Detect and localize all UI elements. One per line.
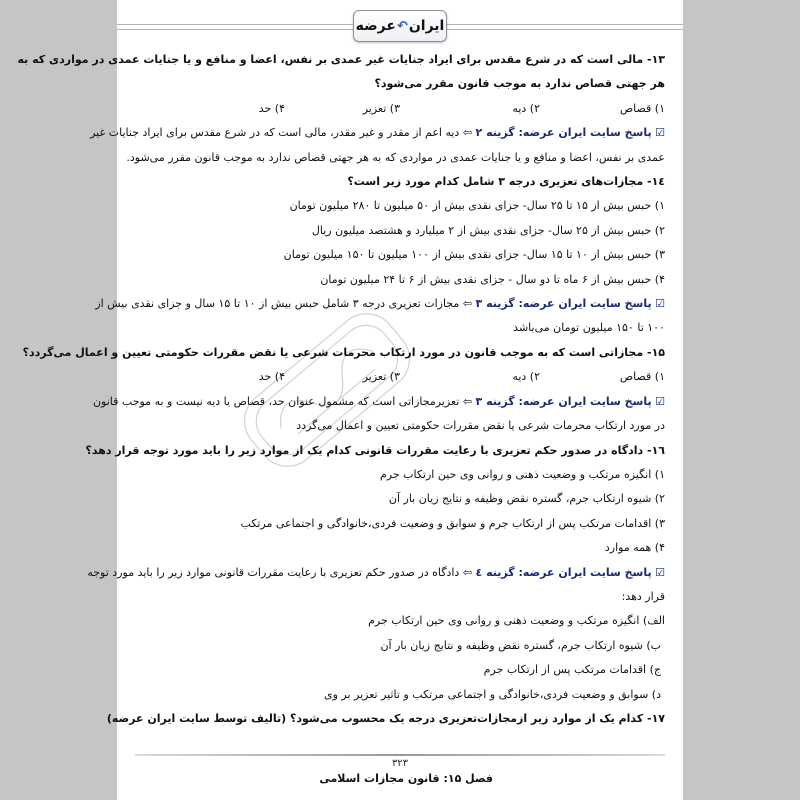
logo-arrow-icon: ↶: [396, 18, 408, 34]
answer-item-dal: د) سوابق و وضعیت فردی،خانوادگی و اجتماعی مرتکب و تاثیر تعزیر بر وی: [324, 687, 661, 701]
question-13: [17, 48, 665, 170]
options-row: [135, 97, 665, 121]
arrow-icon: ⇦: [462, 394, 473, 408]
question-15: [22, 341, 665, 439]
answer-label: پاسخ سایت ایران عرضه: گزینه ۲: [475, 126, 652, 140]
answer-item-be: ب) شیوه ارتکاب جرم، گستره نقض وظیفه و نتایج زیان بار آن: [380, 638, 661, 652]
option-2: ۲) شیوه ارتکاب جرم، گستره نقض وظیفه و نتایج زیان بار آن: [388, 492, 665, 506]
option-4: ۴) حبس بیش از ۶ ماه تا دو سال - جزای نقدی بیش از ۶ تا ۲۴ میلیون تومان: [320, 272, 665, 286]
answer-item-alef: الف) انگیزه مرتکب و وضعیت ذهنی و روانی وی حین ارتکاب جرم: [368, 614, 665, 628]
answer-text: قرار دهد:: [621, 589, 665, 603]
option-3: ۳) تعزیر: [362, 370, 400, 384]
answer-text: مجازات تعزیری درجه ۳ شامل حبس بیش از ۱۰ تا ۱۵ سال و جزای نقدی بیش از: [95, 297, 460, 311]
document-page: [17, 0, 683, 800]
answer-label: پاسخ سایت ایران عرضه: گزینه ٤: [475, 565, 652, 579]
answer-text: دادگاه در صدور حکم تعزیری با رعایت مقررات قانونی موارد زیر را باید مورد توجه: [87, 565, 460, 579]
question-16: [85, 439, 665, 707]
checkbox-icon: ☑: [655, 297, 665, 311]
checkbox-icon: ☑: [655, 126, 665, 140]
question-17: [106, 707, 665, 731]
checkbox-icon: ☑: [655, 394, 665, 408]
option-3: ۳) تعزیر: [362, 101, 400, 115]
page-number: ۳۲۳: [391, 758, 409, 769]
option-4: ۴) حد: [258, 370, 285, 384]
option-3: ۳) حبس بیش از ۱۰ تا ۱۵ سال- جزای نقدی بیش از ۱۰۰ میلیون تا ۱۵۰ میلیون تومان: [283, 248, 665, 262]
answer-text: ۱۰۰ تا ۱۵۰ میلیون تومان می‌باشد: [513, 321, 665, 335]
logo-text-iran: ایران: [408, 18, 445, 34]
question-text: هر جهتی قصاص ندارد به موجب قانون مقرر می‌شود؟: [374, 77, 665, 91]
question-text: ۱٤- مجازات‌های تعزیری درجه ۳ شامل کدام مورد زیر است؟: [347, 175, 665, 189]
page-content: [17, 48, 665, 731]
answer-text: تعزیرمجازاتی است که مشمول عنوان حد، قصاص یا دیه نیست و به موجب قانون: [92, 394, 460, 408]
answer-label: پاسخ سایت ایران عرضه: گزینه ۳: [475, 394, 652, 408]
option-2: ۲) دیه: [512, 370, 540, 384]
answer-line: [87, 561, 665, 585]
option-1: ۱) قصاص: [619, 101, 665, 115]
option-1: ۱) انگیزه مرتکب و وضعیت ذهنی و روانی وی حین ارتکاب جرم: [379, 467, 665, 481]
answer-text: دیه اعم از مقدر و غیر مقدر، مالی است که در شرع مقدس برای ایراد جنایات غیر: [90, 126, 460, 140]
question-text: ۱۵- مجازاتی است که به موجب قانون در مورد ارتکاب محرمات شرعی یا نقض مقررات حکومتی تعیین و اعمال می‌گردد؟: [22, 345, 665, 359]
site-logo: [353, 10, 447, 42]
options-row: [135, 365, 665, 389]
question-14: [95, 170, 665, 341]
logo-text-arze: عرضه: [355, 18, 396, 34]
option-4: ۴) همه موارد: [604, 541, 665, 555]
footer-rule: [135, 754, 665, 756]
chapter-title: فصل ۱۵: قانون مجازات اسلامی: [319, 772, 493, 785]
answer-line: [92, 390, 665, 414]
question-text: ۱۷- کدام یک از موارد زیر ازمجازات‌تعزیری درجه یک محسوب می‌شود؟ (تالیف توسط سایت ایران عرضه): [106, 711, 665, 725]
arrow-icon: ⇦: [462, 565, 473, 579]
answer-label: پاسخ سایت ایران عرضه: گزینه ۳: [475, 297, 652, 311]
answer-item-jim: ج) اقدامات مرتکب پس از ارتکاب جرم: [483, 663, 661, 677]
page-header: [117, 8, 683, 44]
question-text: ۱٦- دادگاه در صدور حکم تعزیری با رعایت مقررات قانونی کدام یک از موارد زیر را باید مورد توجه قرار دهد؟: [85, 443, 665, 457]
arrow-icon: ⇦: [462, 126, 473, 140]
checkbox-icon: ☑: [655, 565, 665, 579]
option-1: ۱) حبس بیش از ۱۵ تا ۲۵ سال- جزای نقدی بیش از ۵۰ میلیون تا ۲۸۰ میلیون تومان: [289, 199, 665, 213]
answer-text: عمدی بر نفس، اعضا و منافع و یا جنایات عمدی در مواردی که به هر جهتی قصاص ندارد به موجب قانون مقرر می‌شود.: [126, 150, 665, 164]
answer-text: در مورد ارتکاب محرمات شرعی یا نقض مقررات حکومتی تعیین و اعمال می‌گردد: [296, 419, 665, 433]
arrow-icon: ⇦: [462, 297, 473, 311]
question-text: ۱۳- مالی است که در شرع مقدس برای ایراد جنایات غیر عمدی بر نفس، اعضا و منافع و یا جنایات عمدی در مواردی که به: [17, 53, 665, 66]
option-4: ۴) حد: [258, 101, 285, 115]
answer-line: [90, 121, 665, 145]
option-2: ۲) حبس بیش از ۲۵ سال- جزای نقدی بیش از ۲ میلیارد و هشتصد میلیون ریال: [311, 223, 665, 237]
option-2: ۲) دیه: [512, 101, 540, 115]
answer-line: [95, 292, 665, 316]
option-3: ۳) اقدامات مرتکب پس از ارتکاب جرم و سوابق و وضعیت فردی،خانوادگی و اجتماعی مرتکب: [240, 516, 665, 530]
option-1: ۱) قصاص: [619, 370, 665, 384]
